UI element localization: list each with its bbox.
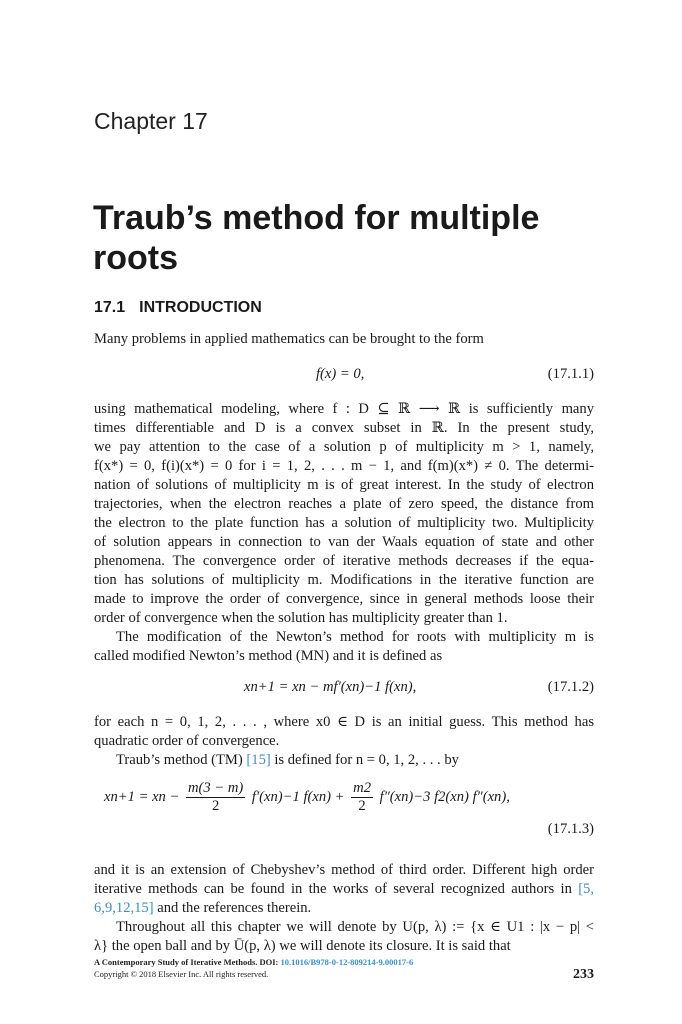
paragraph-6-line-3-text: and the references therein.	[153, 900, 312, 916]
page-number: 233	[573, 967, 594, 982]
paragraph-2-line: we pay attention to the case of a solution p of multiplicity m > 1, namely,	[94, 439, 594, 455]
equation-number: (17.1.1)	[547, 366, 594, 382]
fraction-1-numerator: m(3 − m)	[188, 780, 244, 796]
equation-formula: f(x) = 0,	[316, 366, 365, 382]
section-title: INTRODUCTION	[139, 299, 262, 316]
chapter-title: Traub’s method for multiple roots	[93, 199, 540, 277]
paragraph-6-line-2-text: iterative methods can be found in the works of several recognized authors in	[94, 881, 579, 897]
chapter-label: Chapter 17	[94, 108, 208, 134]
paragraph-2-line: of solution appears in connection to van der Waals equation of state and other	[94, 534, 594, 550]
doi-label: DOI:	[259, 957, 279, 967]
book-title: A Contemporary Study of Iterative Methods.	[94, 957, 258, 967]
equation-17-1-1	[94, 366, 594, 388]
paragraph-6-line: and it is an extension of Chebyshev’s method of third order. Different high order	[94, 862, 594, 878]
equation-formula: xn+1 = xn − mf′(xn)−1 f(xn),	[244, 679, 417, 695]
paragraph-7-line: Throughout all this chapter we will denote by U(p, λ) := {x ∈ U1 : |x − p| <	[116, 919, 594, 935]
section-number: 17.1	[94, 299, 126, 316]
equation-17-1-3	[94, 780, 594, 820]
paragraph-3-line: called modified Newton’s method (MN) and it is defined as	[94, 648, 443, 664]
doi-link[interactable]: 10.1016/B978-0-12-809214-9.00017-6	[280, 957, 414, 967]
paragraph-4	[94, 713, 594, 751]
paragraph-2-line: tion has solutions of multiplicity m. Modifications in the iterative function are	[94, 572, 594, 588]
equation-middle: f′(xn)−1 f(xn) +	[251, 788, 345, 805]
paragraph-3-line: The modification of the Newton’s method for roots with multiplicity m is	[116, 629, 594, 645]
equation-17-1-2	[94, 679, 594, 701]
paragraph-1-text: Many problems in applied mathematics can be brought to the form	[94, 331, 484, 347]
paragraph-6-line	[94, 899, 594, 918]
equation-number: (17.1.2)	[547, 679, 594, 695]
paragraph-2-line: made to improve the order of convergence, since in general methods loose their	[94, 591, 594, 607]
equation-lhs: xn+1 = xn −	[104, 788, 180, 805]
equation-formula	[104, 780, 510, 815]
paragraph-2-line: using mathematical modeling, where f : D ⊆ ℝ ⟶ ℝ is sufficiently many	[94, 401, 594, 417]
fraction-2-denominator: 2	[358, 798, 366, 814]
section-heading	[94, 299, 262, 317]
paragraph-4-line: quadratic order of convergence.	[94, 733, 280, 749]
paragraph-5-text-before: Traub’s method (TM)	[116, 752, 247, 768]
equation-number: (17.1.3)	[547, 821, 594, 837]
paragraph-1	[94, 330, 594, 349]
fraction-2-numerator: m2	[353, 780, 371, 796]
reference-link-5[interactable]: [5,	[578, 881, 594, 897]
paragraph-4-line: for each n = 0, 1, 2, . . . , where x0 ∈ D is an initial guess. This method has	[94, 714, 594, 730]
paragraph-2-line: nation of solutions of multiplicity m is of great interest. In the study of electron	[94, 477, 594, 493]
reference-link-6-9-12-15[interactable]: 6,9,12,15]	[94, 900, 154, 916]
paragraph-2-line: trajectories, when the electron reaches a plate of zero speed, the distance from	[94, 496, 594, 512]
reference-link-15[interactable]: [15]	[246, 752, 271, 768]
footer-citation	[94, 956, 594, 968]
paragraph-2	[94, 400, 594, 628]
fraction-1-denominator: 2	[211, 798, 220, 814]
paragraph-2-line: f(x*) = 0, f(i)(x*) = 0 for i = 1, 2, . . . m − 1, and f(m)(x*) ≠ 0. The determi-	[94, 458, 594, 474]
paragraph-6	[94, 861, 594, 918]
paragraph-2-line: phenomena. The convergence order of iterative methods decreases if the equa-	[94, 553, 594, 569]
paragraph-6-line	[94, 880, 594, 899]
fraction-1	[186, 780, 245, 815]
paragraph-5	[94, 751, 594, 770]
paragraph-5-text-after: is defined for n = 0, 1, 2, . . . by	[270, 752, 459, 768]
equation-tail: f″(xn)−3 f2(xn) f″(xn),	[379, 788, 510, 805]
paragraph-2-line: order of convergence when the solution has multiplicity greater than 1.	[94, 610, 508, 626]
equation-17-1-3-number-row	[94, 821, 594, 843]
paragraph-2-line: times differentiable and D is a convex subset in ℝ. In the present study,	[94, 420, 594, 436]
copyright: Copyright © 2018 Elsevier Inc. All rights reserved.	[94, 969, 269, 979]
paragraph-2-line: the electron to the plate function has a solution of multiplicity two. Multiplicity	[94, 515, 594, 531]
footer	[94, 956, 594, 980]
paragraph-7-line: λ} the open ball and by Ū(p, λ) we will denote its closure. It is said that	[94, 938, 511, 954]
paragraph-3	[94, 628, 594, 666]
paragraph-7	[94, 918, 594, 956]
fraction-2	[351, 780, 373, 815]
